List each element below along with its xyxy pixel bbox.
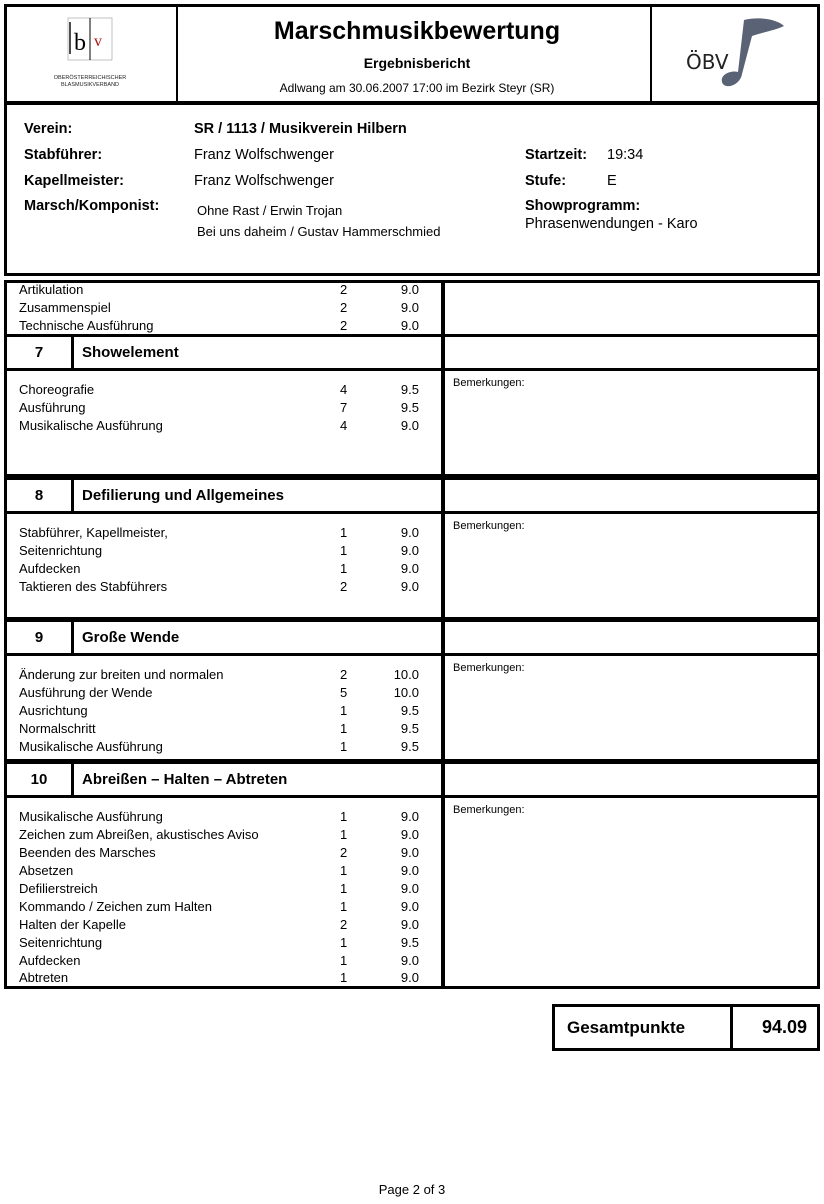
score-row: Abtreten 1 9.0 [19, 970, 419, 985]
score-row: Taktieren des Stabführers 2 9.0 [19, 579, 419, 594]
section-title: Abreißen – Halten – Abtreten [82, 771, 288, 788]
score-row: Aufdecken 1 9.0 [19, 561, 419, 576]
remarks-box [442, 511, 820, 620]
remarks-label: Bemerkungen: [453, 377, 525, 389]
score-row: Kommando / Zeichen zum Halten 1 9.0 [19, 899, 419, 914]
section-rows-10 [4, 795, 444, 989]
score-row: Artikulation 2 9.0 [19, 282, 419, 297]
score-row: Ausführung der Wende 5 10.0 [19, 685, 419, 700]
report-subtitle: Ergebnisbericht [363, 55, 471, 71]
section-header-spacer [442, 477, 820, 514]
section-number: 7 [7, 337, 74, 368]
score-row: Zusammenspiel 2 9.0 [19, 300, 419, 315]
total-value: 94.09 [761, 1017, 807, 1037]
section-rows-8 [4, 511, 444, 620]
total-label: Gesamtpunkte [567, 1017, 686, 1037]
club-info [4, 102, 820, 276]
score-row: Musikalische Ausführung 4 9.0 [19, 418, 419, 433]
stufe-label: Stufe: [525, 173, 567, 189]
verein-label: Verein: [24, 121, 73, 137]
score-row: Ausführung 7 9.5 [19, 400, 419, 415]
stabfuehrer-value: Franz Wolfschwenger [194, 147, 334, 163]
score-row: Änderung zur breiten und normalen 2 10.0 [19, 667, 419, 682]
score-row: Normalschritt 1 9.5 [19, 721, 419, 736]
score-row: Musikalische Ausführung 1 9.0 [19, 809, 419, 824]
section-number: 9 [7, 622, 74, 653]
report-title: Marschmusikbewertung [273, 17, 561, 45]
section-header-9 [4, 619, 444, 656]
kapellmeister-value: Franz Wolfschwenger [194, 173, 334, 189]
startzeit-label: Startzeit: [525, 147, 588, 163]
page-number: Page 2 of 3 [378, 1182, 446, 1197]
section-header-7 [4, 334, 444, 371]
kapellmeister-label: Kapellmeister: [24, 173, 124, 189]
remarks-box [442, 795, 820, 989]
showprogramm-value: Phrasenwendungen - Karo [525, 216, 698, 232]
svg-text:b: b [74, 30, 86, 56]
section-rows-9 [4, 653, 444, 762]
showprogramm-label: Showprogramm: [525, 198, 641, 214]
logo-text: OBERÖSTERREICHISCHER BLASMUSIKVERBAND [53, 75, 127, 88]
svg-text:v: v [94, 33, 102, 50]
section-header-spacer [442, 619, 820, 656]
section-header-spacer [442, 761, 820, 798]
header-divider [176, 7, 178, 101]
score-row: Choreografie 4 9.5 [19, 382, 419, 397]
score-row: Musikalische Ausführung 1 9.5 [19, 739, 419, 754]
remarks-label: Bemerkungen: [453, 804, 525, 816]
verein-value: SR / 1113 / Musikverein Hilbern [194, 121, 407, 137]
total-box [552, 1004, 820, 1051]
score-row: Stabführer, Kapellmeister, 1 9.0 [19, 525, 419, 540]
oebv-logo-icon [672, 14, 790, 92]
report-meta: Adlwang am 30.06.2007 17:00 im Bezirk Steyr (SR) [279, 81, 555, 95]
section-number: 10 [7, 764, 74, 795]
section-header-10 [4, 761, 444, 798]
section-header-spacer [442, 334, 820, 371]
total-divider [730, 1007, 733, 1048]
score-row: Defilierstreich 1 9.0 [19, 881, 419, 896]
score-row: Zeichen zum Abreißen, akustisches Aviso 1 9.0 [19, 827, 419, 842]
startzeit-value: 19:34 [607, 147, 644, 163]
score-row: Absetzen 1 9.0 [19, 863, 419, 878]
stufe-value: E [607, 173, 617, 189]
logo-right-label: ÖBV [686, 50, 729, 74]
marsch-label: Marsch/Komponist: [24, 198, 160, 214]
section-header-8 [4, 477, 444, 514]
remarks-box [442, 368, 820, 477]
stabfuehrer-label: Stabführer: [24, 147, 103, 163]
score-row: Beenden des Marsches 2 9.0 [19, 845, 419, 860]
remarks-label: Bemerkungen: [453, 520, 525, 532]
remarks-label: Bemerkungen: [453, 662, 525, 674]
section-title: Große Wende [82, 629, 180, 646]
score-row: Halten der Kapelle 2 9.0 [19, 917, 419, 932]
score-row: Ausrichtung 1 9.5 [19, 703, 419, 718]
obv-logo-icon [46, 14, 134, 90]
score-row: Aufdecken 1 9.0 [19, 953, 419, 968]
section-title: Defilierung und Allgemeines [82, 487, 284, 504]
marsch-2: Bei uns daheim / Gustav Hammerschmied [197, 224, 441, 239]
section-rows-7 [4, 368, 444, 477]
remarks-box [442, 280, 820, 337]
score-row: Technische Ausführung 2 9.0 [19, 318, 419, 333]
section-number: 8 [7, 480, 74, 511]
section-title: Showelement [82, 344, 179, 361]
score-row: Seitenrichtung 1 9.0 [19, 543, 419, 558]
remarks-box [442, 653, 820, 762]
score-block-continued [4, 280, 444, 337]
score-row: Seitenrichtung 1 9.5 [19, 935, 419, 950]
marsch-1: Ohne Rast / Erwin Trojan [197, 203, 343, 218]
